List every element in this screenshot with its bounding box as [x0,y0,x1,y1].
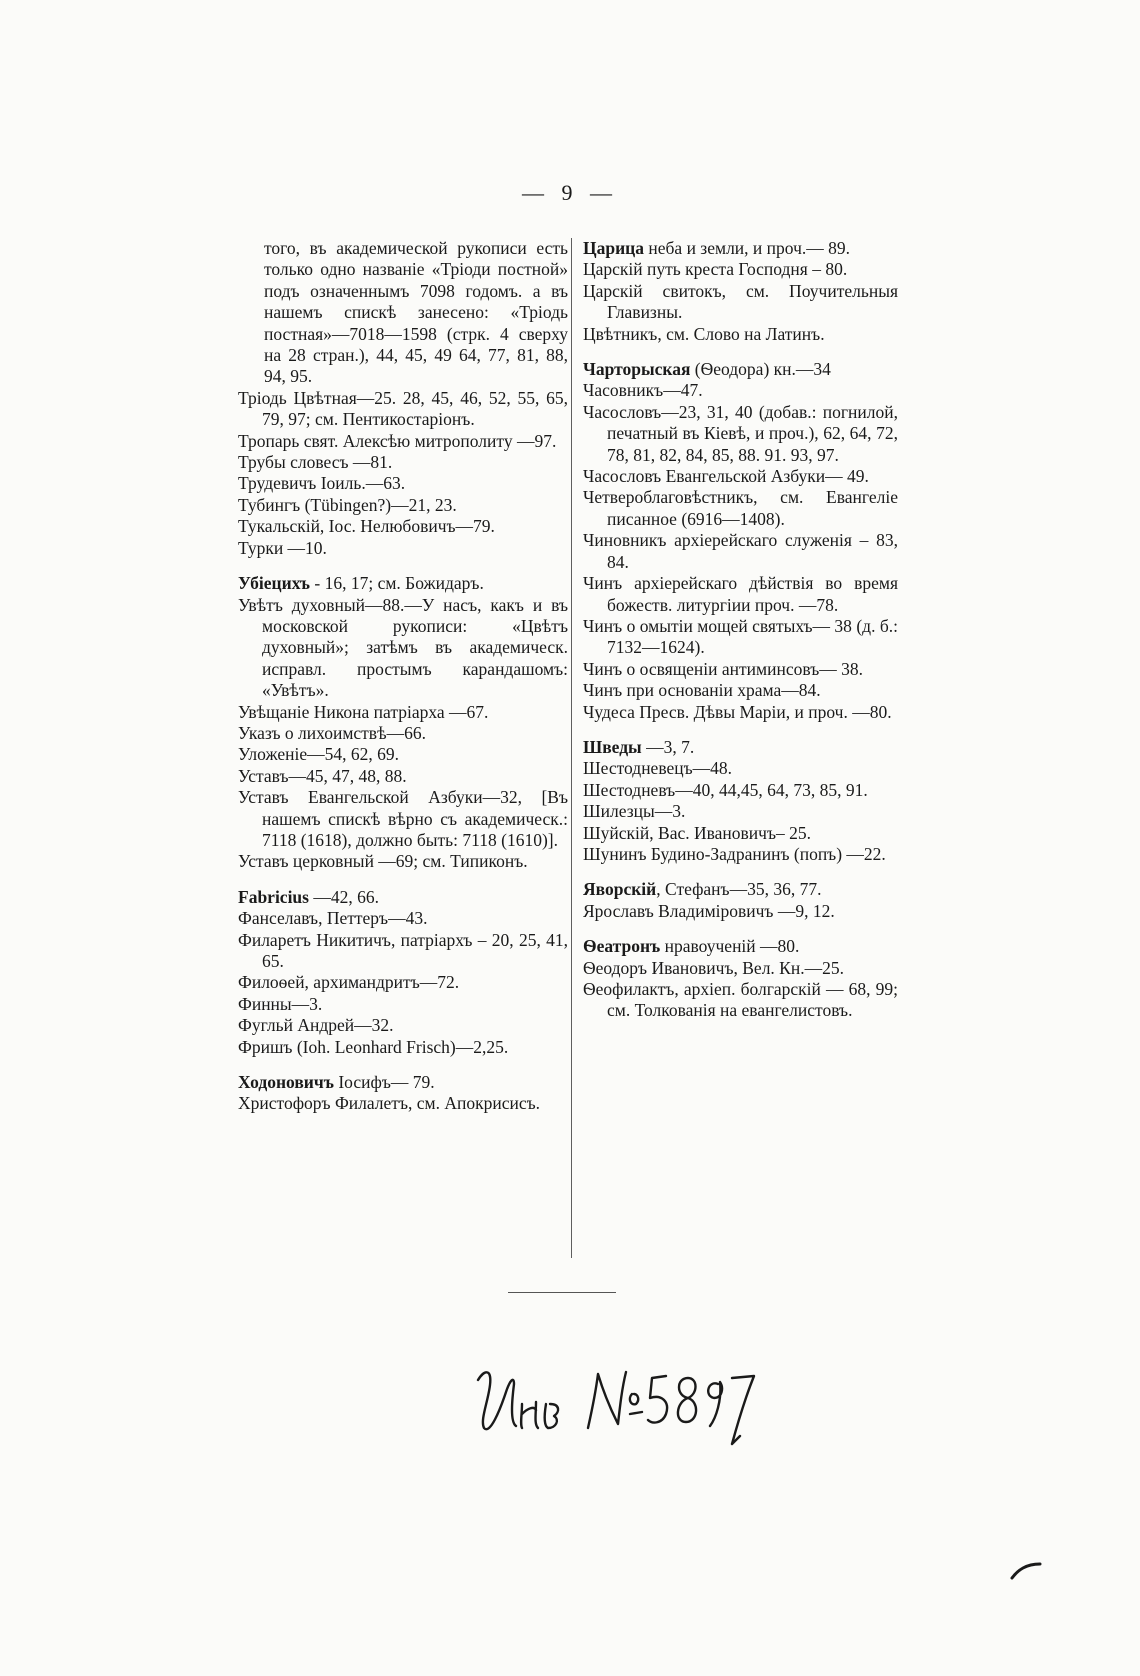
index-entry [238,595,568,702]
index-entry [238,744,568,765]
index-entry-text: Чинъ при основаніи храма—84. [583,680,821,701]
index-headword: Fabricius [238,886,309,907]
index-entry-text: Чиновникъ архіерейскаго служенія – 83, 84. [583,530,898,572]
end-rule [508,1292,616,1293]
index-entry-text: Указъ о лихоимствѣ—66. [238,722,426,743]
index-entry [238,994,568,1015]
index-entry [238,388,568,431]
index-entry-text: Чудеса Пресв. Дѣвы Маріи, и проч. —80. [583,701,892,722]
corner-pen-mark [1010,1560,1050,1585]
index-entry-text: —42, 66. [308,886,379,907]
index-entry-text: Ярославъ Владиміровичъ —9, 12. [583,900,835,921]
index-entry-text: - 16, 17; см. Божидаръ. [310,573,484,594]
index-entry [583,936,898,957]
index-entry-text: Ѳеофилактъ, архіеп. болгарскій — 68, 99; см. Толкованія на евангелистовъ. [583,979,898,1021]
index-letter-group [238,573,568,873]
index-entry [583,979,898,1022]
index-entry [238,887,568,908]
index-letter-group [583,737,898,865]
index-entry [583,616,898,659]
index-entry [583,487,898,530]
index-entry [238,452,568,473]
index-entry [583,780,898,801]
index-entry [583,702,898,723]
index-entry [583,281,898,324]
index-entry [583,380,898,401]
index-entry [238,573,568,594]
index-entry-text: Турки —10. [238,537,327,558]
index-entry-text: Шунинъ Будино-Задранинъ (попъ) —22. [583,843,886,864]
index-letter-group [583,238,898,345]
index-entry [238,238,568,388]
index-entry [238,787,568,851]
index-letter-group [583,359,898,723]
index-entry [583,659,898,680]
index-entry-text: Тукальскій, Іос. Нелюбовичъ—79. [238,516,495,537]
index-entry-text: Фанселавъ, Петтеръ—43. [238,908,428,929]
index-column-left [238,238,568,1129]
index-entry-text: Увѣщаніе Никона патріарха —67. [238,701,489,722]
index-entry-text: Филоѳей, архимандритъ—72. [238,972,460,993]
index-entry-text: неба и земли, и проч.— 89. [644,238,850,258]
index-entry-text: , Стефанъ—35, 36, 77. [656,879,822,900]
index-entry [583,466,898,487]
index-entry-text: Шилезцы—3. [583,801,686,822]
index-entry [238,495,568,516]
index-entry [583,879,898,900]
index-entry [583,958,898,979]
index-entry [583,324,898,345]
index-entry [238,1037,568,1058]
index-entry [238,766,568,787]
index-entry-text: Финны—3. [238,993,323,1014]
index-column-right [583,238,898,1036]
pen-stroke-icon [1010,1560,1050,1580]
index-headword: Яворскій [583,879,657,900]
index-entry-text: Шестодневецъ—48. [583,758,733,779]
index-headword: Шведы [583,736,642,757]
index-entry [583,901,898,922]
index-entry [238,431,568,452]
index-entry-text: Христофоръ Филалетъ, см. Апокрисисъ. [238,1093,541,1114]
index-headword: Чарторыская [583,359,691,380]
handwritten-inventory-note [470,1340,770,1465]
index-entry-text: —3, 7. [641,736,695,757]
index-entry-text: Уставъ—45, 47, 48, 88. [238,765,407,786]
index-entry [238,1093,568,1114]
page-number: — 9 — [522,180,618,205]
index-entry-text: Уставъ Евангельской Азбуки—32, [Въ нашемъ спискѣ вѣрно съ академическ.: 7118 (1618), должно быть: 7118 (1610)]. [238,787,568,850]
index-entry-text: Тропарь свят. Алексѣю митрополиту —97. [238,430,557,451]
index-entry-text: Уставъ церковный —69; см. Типиконъ. [238,851,528,872]
index-entry [238,473,568,494]
index-headword: Ходоновичъ [238,1072,334,1093]
index-entry [238,1072,568,1093]
index-letter-group [583,936,898,1022]
index-entry [238,516,568,537]
index-entry [583,801,898,822]
index-entry [238,538,568,559]
index-entry-text: Увѣтъ духовный—88.—У насъ, какъ и въ московской рукописи: «Цвѣтъ духовный»; затѣмъ въ академическ. исправл. простымъ карандашомъ: «Увѣтъ». [238,594,568,701]
index-entry [583,573,898,616]
index-entry-text: Уложеніе—54, 62, 69. [238,744,399,765]
index-entry-text: Часословъ Евангельской Азбуки— 49. [583,466,869,487]
index-entry [238,723,568,744]
index-entry [238,851,568,872]
index-entry [583,758,898,779]
index-entry [238,1015,568,1036]
index-entry-text: Трудевичъ Іоиль.—63. [238,473,406,494]
index-headword: Ѳеатронъ [583,936,661,957]
index-entry [583,823,898,844]
index-entry [583,844,898,865]
index-entry-text: Чинъ о освященіи антиминсовъ— 38. [583,658,863,679]
index-entry-text: Царскій свитокъ, см. Поучительныя Главизны. [583,280,898,323]
index-entry [583,530,898,573]
index-entry-text: Фришъ (Ioh. Leonhard Frisch)—2,25. [238,1036,509,1057]
index-entry-text: Филаретъ Никитичъ, патріархъ – 20, 25, 41, 65. [238,929,568,971]
index-entry-text: Ѳеодоръ Ивановичъ, Вел. Кн.—25. [583,957,844,978]
index-entry-text: Чинъ архіерейскаго дѣйствія во время божеств. литургіии проч. —78. [583,573,898,615]
index-entry [583,359,898,380]
index-entry [238,930,568,973]
index-entry [238,702,568,723]
index-entry-text: Чинъ о омытіи мощей святыхъ— 38 (д. б.: 7132—1624). [583,615,898,658]
index-entry [583,737,898,758]
index-letter-group [238,238,568,559]
index-entry [583,238,898,259]
index-headword: Убіецихъ [238,573,311,594]
index-entry [583,402,898,466]
index-entry-text: Тубингъ (Tübingen?)—21, 23. [238,494,457,515]
index-letter-group [238,1072,568,1115]
index-entry-text: Цвѣтникъ, см. Слово на Латинъ. [583,323,825,344]
index-entry [238,972,568,993]
index-entry [238,908,568,929]
index-entry-text: Царскій путь креста Господня – 80. [583,259,848,280]
index-entry-text: нравоученій —80. [660,936,800,957]
index-letter-group [583,879,898,922]
index-entry-text: Фугльй Андрей—32. [238,1015,394,1036]
index-letter-group [238,887,568,1058]
index-entry [583,680,898,701]
index-entry-text: Трубы словесъ —81. [238,452,393,473]
index-entry [583,259,898,280]
index-entry-text: Часовникъ—47. [583,380,703,401]
index-entry-text: Шуйскій, Вас. Ивановичъ– 25. [583,822,812,843]
index-headword: Царица [583,238,645,258]
index-entry-text: Іосифъ— 79. [333,1072,435,1093]
index-entry-text: того, въ академической рукописи есть только одно названіе «Тріоди постной» подъ означеннымъ 7098 годомъ. а въ нашемъ спискѣ занесено: «Тріодь постная»—7018—1598 (стрк. 4 сверху на 28 стран.), 44, 45, 49 64, 77, 81, 88, 94, 95. [264,238,568,387]
index-entry-text: Тріодь Цвѣтная—25. 28, 45, 46, 52, 55, 65, 79, 97; см. Пентикостаріонъ. [238,387,568,430]
index-entry-text: Часословъ—23, 31, 40 (добав.: погнилой, печатный въ Кіевѣ, и проч.), 62, 64, 72, 78, 81, 82, 84, 85, 88. 91. 93, 97. [583,401,898,465]
index-entry-text: (Ѳеодора) кн.—34 [690,359,831,380]
index-entry-text: Четвероблаговѣстникъ, см. Евангеліе писанное (6916—1408). [583,487,898,529]
index-entry-text: Шестодневъ—40, 44,45, 64, 73, 85, 91. [583,779,868,800]
column-divider [571,238,572,1258]
inventory-signature-icon [470,1340,770,1460]
